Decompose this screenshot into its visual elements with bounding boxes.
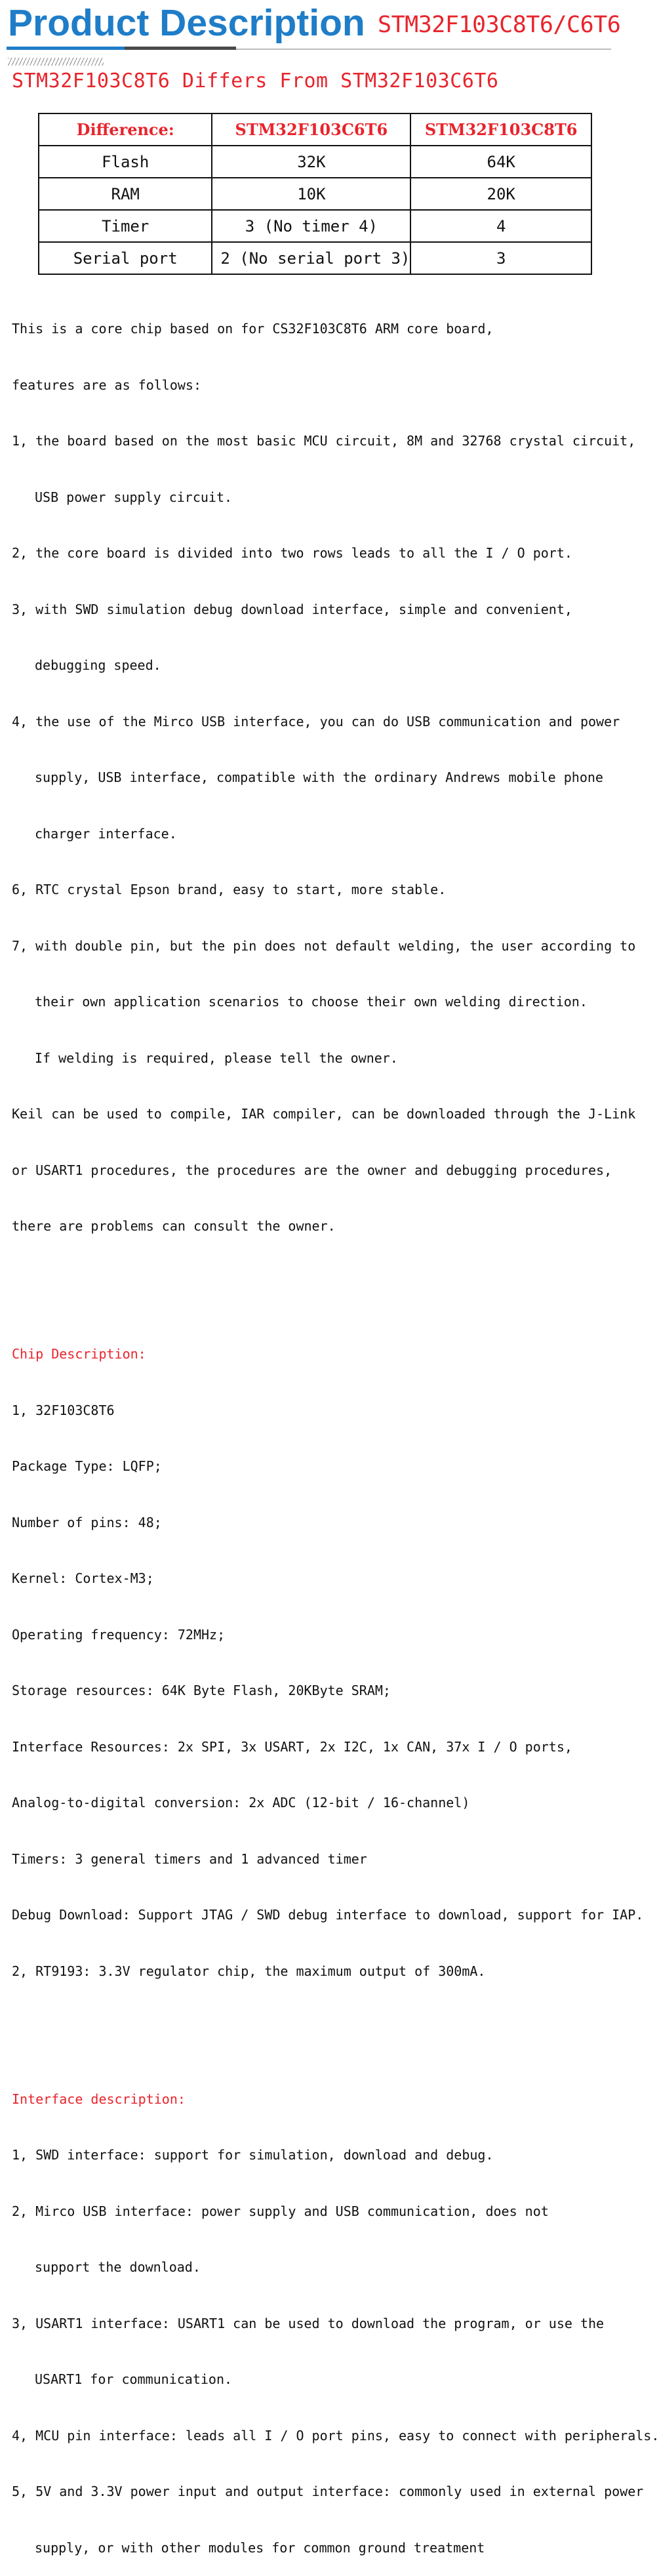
intro-line: Keil can be used to compile, IAR compiler, can be downloaded through the J-Link [12, 1106, 636, 1122]
table-cell: 64K [410, 146, 591, 178]
title-rule-dark [125, 47, 236, 50]
interface-line: USART1 for communication. [35, 2371, 233, 2387]
interface-line: 5, 5V and 3.3V power input and output interface: commonly used in external power [12, 2484, 644, 2499]
chip-line: 2, RT9193: 3.3V regulator chip, the maximum output of 300mA. [12, 1963, 486, 1979]
hatch-decoration [8, 58, 104, 66]
intro-line: their own application scenarios to choose their own welding direction. [35, 994, 588, 1010]
intro-line: This is a core chip based on for CS32F103C8T6 ARM core board, [12, 321, 494, 337]
chip-line: 1, 32F103C8T6 [12, 1402, 115, 1418]
intro-line: 4, the use of the Mirco USB interface, you can do USB communication and power [12, 713, 620, 729]
table-cell: 10K [212, 178, 410, 210]
section-gap [12, 1292, 651, 1307]
intro-line: 2, the core board is divided into two rows leads to all the I / O port. [12, 545, 572, 561]
comparison-table [38, 113, 592, 275]
table-header-row [39, 113, 591, 146]
chip-line: Storage resources: 64K Byte Flash, 20KByte SRAM; [12, 1683, 391, 1698]
chip-line: Timers: 3 general timers and 1 advanced timer [12, 1850, 367, 1867]
intro-line: charger interface. [35, 825, 177, 842]
table-header-cell: Difference: [39, 113, 212, 146]
table-cell: 20K [410, 178, 591, 210]
table-row [39, 242, 591, 274]
chip-heading: Chip Description: [12, 1346, 146, 1362]
table-header-cell: STM32F103C8T6 [410, 113, 591, 146]
table-cell: Serial port [39, 242, 212, 274]
intro-line: there are problems can consult the owner. [12, 1218, 336, 1234]
comparison-subtitle: STM32F103C8T6 Differs From STM32F103C6T6 [12, 70, 499, 92]
table-cell: RAM [39, 178, 212, 210]
interface-line: supply, or with other modules for common ground treatment [35, 2539, 485, 2556]
table-header-cell: STM32F103C6T6 [212, 113, 410, 146]
intro-line: supply, USB interface, compatible with the ordinary Andrews mobile phone [35, 769, 603, 785]
interface-line: 1, SWD interface: support for simulation, download and debug. [12, 2147, 494, 2163]
intro-line: 3, with SWD simulation debug download interface, simple and convenient, [12, 601, 572, 617]
table-cell: 3 [410, 242, 591, 274]
table-cell: 3 (No timer 4) [212, 210, 410, 242]
intro-line: USB power supply circuit. [35, 489, 233, 505]
interface-line: 3, USART1 interface: USART1 can be used to download the program, or use the [12, 2315, 605, 2331]
intro-line: features are as follows: [12, 377, 201, 393]
title-rule-blue [7, 47, 125, 50]
intro-line: debugging speed. [35, 657, 161, 673]
chip-line: Interface Resources: 2x SPI, 3x USART, 2x I2C, 1x CAN, 37x I / O ports, [12, 1738, 572, 1755]
table-row [39, 178, 591, 210]
intro-line: 6, RTC crystal Epson brand, easy to start, more stable. [12, 882, 447, 897]
model-title: STM32F103C8T6/C6T6 [378, 12, 621, 38]
intro-line: or USART1 procedures, the procedures are the owner and debugging procedures, [12, 1162, 612, 1178]
chip-line: Operating frequency: 72MHz; [12, 1626, 226, 1643]
table-row [39, 146, 591, 178]
chip-line: Number of pins: 48; [12, 1514, 162, 1530]
intro-line: 1, the board based on the most basic MCU circuit, 8M and 32768 crystal circuit, [12, 433, 636, 449]
table-cell: 2 (No serial port 3) [212, 242, 410, 274]
chip-line: Package Type: LQFP; [12, 1458, 162, 1474]
table-cell: Timer [39, 210, 212, 242]
interface-line: support the download. [35, 2259, 201, 2275]
table-row [39, 210, 591, 242]
section-gap [12, 2037, 651, 2053]
table-cell: Flash [39, 146, 212, 178]
description-body [12, 282, 659, 2576]
interface-line: 2, Mirco USB interface: power supply and USB communication, does not [12, 2203, 549, 2219]
chip-line: Debug Download: Support JTAG / SWD debug interface to download, support for IAP. [12, 1907, 644, 1923]
interface-heading: Interface description: [12, 2091, 186, 2107]
title-rule-gray [236, 49, 611, 50]
intro-line: If welding is required, please tell the owner. [35, 1050, 398, 1066]
chip-line: Analog-to-digital conversion: 2x ADC (12-bit / 16-channel) [12, 1795, 470, 1810]
intro-line: 7, with double pin, but the pin does not default welding, the user according to [12, 937, 636, 954]
chip-line: Kernel: Cortex-M3; [12, 1570, 154, 1586]
interface-line: 4, MCU pin interface: leads all I / O port pins, easy to connect with peripherals. [12, 2427, 659, 2443]
table-cell: 32K [212, 146, 410, 178]
table-cell: 4 [410, 210, 591, 242]
page-title: Product Description [8, 2, 365, 44]
